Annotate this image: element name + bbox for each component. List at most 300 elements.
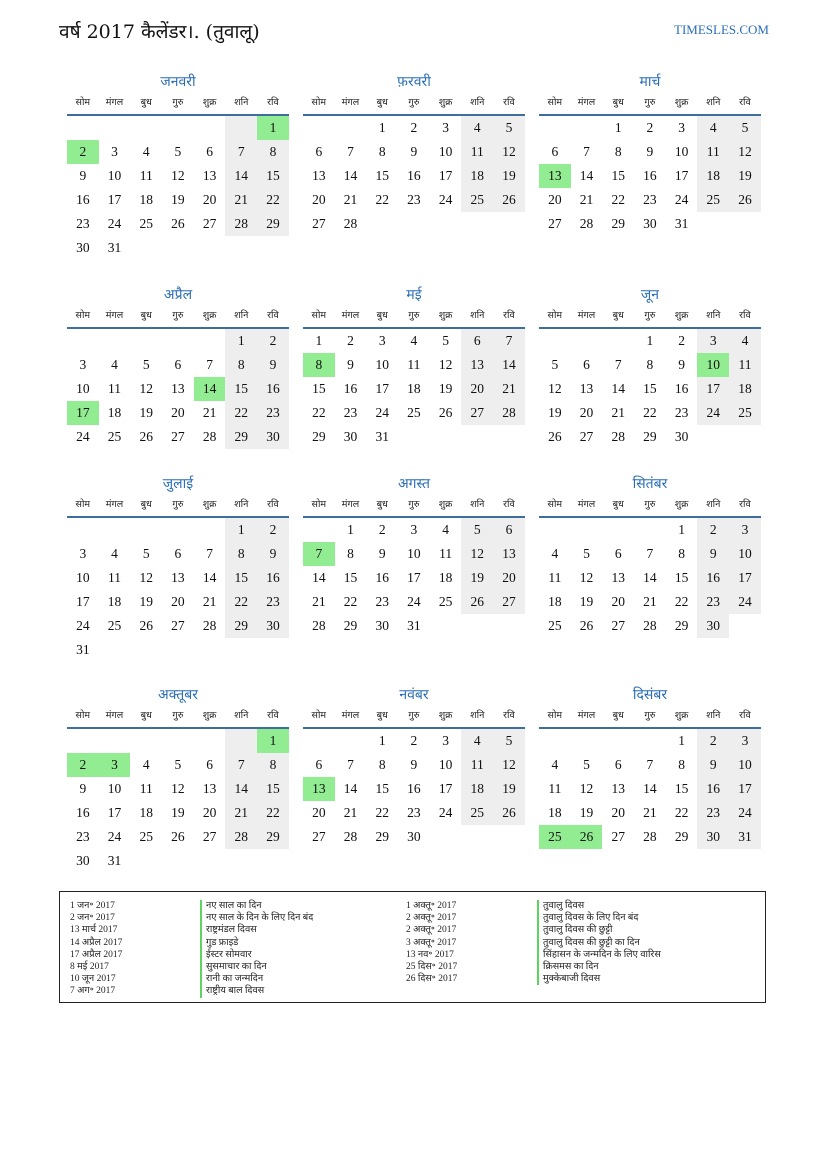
weekday-label: बुध: [612, 310, 624, 321]
day-cell: 14: [611, 381, 625, 396]
weekday-header: [303, 494, 525, 518]
day-cell: 1: [225, 329, 257, 353]
day-cell: 11: [548, 781, 562, 796]
day-cell: 15: [674, 570, 689, 585]
day-cell: 4: [442, 522, 449, 537]
month-name: अप्रैल: [163, 287, 193, 303]
weekday-label: गुरु: [408, 310, 420, 321]
day-cell: 19: [579, 594, 594, 609]
days-grid: [539, 116, 761, 236]
day-cell: 22: [257, 188, 289, 212]
empty-day-cell: [99, 116, 131, 140]
weekday-label: मंगल: [577, 97, 596, 108]
day-cell: 19: [461, 566, 493, 590]
weekday-label: रवि: [267, 310, 279, 321]
holiday-name: क्रिसमस का दिन: [537, 961, 661, 973]
day-cell: 3: [697, 329, 729, 353]
weekday-label: रवि: [739, 310, 751, 321]
day-cell: 22: [674, 805, 689, 820]
empty-day-cell: [67, 329, 99, 353]
empty-day-cell: [130, 236, 162, 260]
day-cell: 4: [551, 546, 559, 561]
weekday-header: [67, 92, 289, 116]
empty-day-cell: [493, 825, 525, 849]
empty-day-cell: [697, 212, 729, 236]
day-cell: 16: [257, 377, 289, 401]
empty-day-cell: [162, 329, 194, 353]
month-name: जनवरी: [160, 74, 196, 90]
day-cell: 6: [551, 144, 559, 159]
weekday-label: शुक्र: [202, 310, 217, 321]
weekday-header: [67, 305, 289, 329]
day-cell: 30: [257, 614, 289, 638]
weekday-label: मंगल: [341, 710, 360, 721]
day-cell: 7: [646, 546, 654, 561]
day-cell: 2: [67, 140, 99, 164]
month-block: [539, 474, 761, 638]
day-cell: 3: [442, 733, 449, 748]
weekday-label: शनि: [706, 710, 721, 721]
day-cell: 12: [171, 168, 185, 183]
day-cell: 10: [76, 570, 90, 585]
day-cell: 18: [548, 805, 562, 820]
month-name: अक्तूबर: [158, 687, 198, 703]
day-cell: 11: [697, 140, 729, 164]
day-cell: 29: [257, 825, 289, 849]
empty-day-cell: [571, 116, 603, 140]
page-title: वर्ष 2017 कैलेंडर।. (तुवालू): [59, 21, 260, 43]
day-cell: 5: [142, 357, 150, 372]
empty-day-cell: [303, 729, 335, 753]
empty-day-cell: [729, 425, 761, 449]
day-cell: 24: [76, 618, 90, 633]
day-cell: 22: [611, 192, 625, 207]
day-cell: 18: [107, 405, 122, 420]
weekday-label: शुक्र: [202, 499, 217, 510]
weekday-label: सोम: [547, 499, 563, 510]
day-cell: 20: [171, 594, 185, 609]
day-cell: 5: [174, 757, 182, 772]
weekday-label: बुध: [376, 710, 388, 721]
holiday-name: मुक्केबाजी दिवस: [537, 973, 661, 985]
empty-day-cell: [130, 116, 162, 140]
day-cell: 3: [729, 518, 761, 542]
day-cell: 3: [378, 333, 386, 348]
day-cell: 27: [493, 590, 525, 614]
day-cell: 12: [579, 570, 594, 585]
holiday-date: 10 जून 2017: [70, 974, 116, 985]
day-cell: 26: [171, 829, 185, 844]
day-cell: 24: [375, 405, 389, 420]
day-cell: 4: [410, 333, 418, 348]
empty-day-cell: [194, 638, 226, 662]
weekday-header: [539, 92, 761, 116]
empty-day-cell: [130, 329, 162, 353]
day-cell: 23: [76, 216, 90, 231]
day-cell: 9: [697, 542, 729, 566]
day-cell: 9: [646, 144, 654, 159]
day-cell: 22: [312, 405, 326, 420]
site-link[interactable]: TIMESLES.COM: [674, 22, 769, 37]
holiday-name: नए साल का दिन: [200, 900, 313, 912]
weekday-label: सोम: [311, 310, 327, 321]
weekday-label: रवि: [267, 499, 279, 510]
empty-day-cell: [67, 116, 99, 140]
weekday-label: सोम: [311, 710, 327, 721]
empty-day-cell: [162, 729, 194, 753]
holiday-date: 25 दिस॰ 2017: [406, 962, 458, 973]
day-cell: 31: [107, 853, 122, 868]
day-cell: 12: [493, 753, 525, 777]
day-cell: 23: [375, 594, 389, 609]
holiday-name: तुवालु दिवस: [537, 900, 661, 912]
day-cell: 20: [171, 405, 185, 420]
day-cell: 12: [438, 357, 453, 372]
month-block: [303, 72, 525, 236]
day-cell: 24: [438, 805, 453, 820]
day-cell: 7: [206, 357, 213, 372]
day-cell: 24: [76, 429, 90, 444]
day-cell: 28: [225, 212, 257, 236]
month-block: [303, 285, 525, 449]
empty-day-cell: [194, 116, 226, 140]
day-cell: 7: [493, 329, 525, 353]
day-cell: 24: [729, 801, 761, 825]
weekday-label: शनि: [470, 97, 485, 108]
month-block: [539, 685, 761, 849]
day-cell: 8: [678, 546, 685, 561]
day-cell: 26: [579, 618, 594, 633]
day-cell: 11: [729, 353, 761, 377]
day-cell: 26: [729, 188, 761, 212]
day-cell: 19: [493, 777, 525, 801]
day-cell: 21: [225, 188, 257, 212]
holiday-names-left: [200, 900, 313, 998]
empty-day-cell: [366, 212, 398, 236]
weekday-label: रवि: [503, 97, 515, 108]
day-cell: 15: [375, 781, 389, 796]
day-cell: 21: [643, 805, 657, 820]
day-cell: 2: [697, 729, 729, 753]
holiday-dates-left: [70, 900, 122, 998]
empty-day-cell: [303, 116, 335, 140]
day-cell: 29: [225, 425, 257, 449]
day-cell: 9: [678, 357, 685, 372]
month-block: [303, 474, 525, 638]
day-cell: 17: [729, 566, 761, 590]
day-cell: 12: [729, 140, 761, 164]
holiday-names-right: [537, 900, 661, 985]
day-cell: 4: [729, 329, 761, 353]
weekday-label: रवि: [267, 97, 279, 108]
empty-day-cell: [67, 518, 99, 542]
day-cell: 26: [571, 825, 603, 849]
weekday-label: रवि: [739, 499, 751, 510]
empty-day-cell: [194, 518, 226, 542]
day-cell: 9: [79, 781, 87, 796]
empty-day-cell: [398, 212, 430, 236]
day-cell: 2: [347, 333, 354, 348]
day-cell: 26: [171, 216, 185, 231]
day-cell: 30: [76, 240, 90, 255]
day-cell: 15: [674, 781, 689, 796]
holiday-name: तुवालु दिवस के लिए दिन बंद: [537, 912, 661, 924]
day-cell: 6: [614, 546, 622, 561]
day-cell: 30: [343, 429, 358, 444]
day-cell: 16: [697, 777, 729, 801]
days-grid: [67, 729, 289, 873]
holiday-name: गुड फ्राइडे: [200, 937, 313, 949]
day-cell: 30: [643, 216, 657, 231]
holiday-name: रानी का जन्मदिन: [200, 973, 313, 985]
holiday-date: 2 जन॰ 2017: [70, 913, 115, 924]
day-cell: 13: [202, 168, 217, 183]
holiday-date: 7 अग॰ 2017: [70, 986, 116, 997]
holiday-name: राष्ट्रमंडल दिवस: [200, 924, 313, 936]
day-cell: 16: [76, 805, 90, 820]
holiday-date: 2 अक्तू॰ 2017: [406, 925, 457, 936]
empty-day-cell: [162, 849, 194, 873]
empty-day-cell: [99, 329, 131, 353]
day-cell: 7: [614, 357, 622, 372]
holiday-list: [59, 891, 766, 1003]
day-cell: 10: [407, 546, 421, 561]
day-cell: 6: [461, 329, 493, 353]
empty-day-cell: [461, 614, 493, 638]
day-cell: 18: [438, 570, 453, 585]
day-cell: 8: [303, 353, 335, 377]
day-cell: 5: [551, 357, 559, 372]
holiday-name: ईस्टर सोमवार: [200, 949, 313, 961]
weekday-label: शनि: [234, 499, 249, 510]
day-cell: 11: [139, 168, 153, 183]
day-cell: 9: [410, 757, 418, 772]
weekday-label: बुध: [140, 710, 152, 721]
day-cell: 27: [171, 618, 185, 633]
day-cell: 2: [410, 733, 418, 748]
day-cell: 30: [697, 614, 729, 638]
empty-day-cell: [335, 729, 367, 753]
holiday-name: राष्ट्रीय बाल दिवस: [200, 985, 313, 997]
day-cell: 27: [202, 216, 217, 231]
day-cell: 14: [343, 781, 358, 796]
month-block: [67, 685, 289, 873]
empty-day-cell: [571, 729, 603, 753]
day-cell: 19: [171, 192, 185, 207]
day-cell: 23: [407, 805, 421, 820]
day-cell: 31: [375, 429, 389, 444]
day-cell: 16: [407, 781, 421, 796]
day-cell: 2: [257, 329, 289, 353]
day-cell: 28: [493, 401, 525, 425]
day-cell: 27: [312, 829, 326, 844]
days-grid: [67, 329, 289, 449]
weekday-label: बुध: [140, 499, 152, 510]
holiday-name: सुसमाचार का दिन: [200, 961, 313, 973]
day-cell: 14: [225, 777, 257, 801]
day-cell: 31: [729, 825, 761, 849]
empty-day-cell: [602, 518, 634, 542]
weekday-label: सोम: [75, 710, 91, 721]
day-cell: 1: [646, 333, 654, 348]
day-cell: 28: [643, 829, 657, 844]
day-cell: 26: [493, 188, 525, 212]
day-cell: 25: [107, 618, 122, 633]
weekday-label: शनि: [234, 710, 249, 721]
day-cell: 7: [646, 757, 654, 772]
day-cell: 11: [439, 546, 453, 561]
weekday-header: [303, 92, 525, 116]
empty-day-cell: [257, 236, 289, 260]
day-cell: 6: [315, 144, 323, 159]
day-cell: 9: [347, 357, 354, 372]
empty-day-cell: [430, 212, 462, 236]
weekday-label: बुध: [376, 499, 388, 510]
empty-day-cell: [225, 236, 257, 260]
weekday-label: सोम: [311, 97, 327, 108]
holiday-name: नए साल के दिन के लिए दिन बंद: [200, 912, 313, 924]
day-cell: 10: [76, 381, 90, 396]
day-cell: 10: [438, 757, 453, 772]
empty-day-cell: [493, 425, 525, 449]
day-cell: 4: [461, 729, 493, 753]
day-cell: 18: [139, 192, 153, 207]
day-cell: 12: [139, 570, 153, 585]
weekday-label: सोम: [547, 710, 563, 721]
day-cell: 3: [410, 522, 418, 537]
day-cell: 30: [674, 429, 689, 444]
weekday-label: सोम: [547, 310, 563, 321]
day-cell: 5: [493, 729, 525, 753]
weekday-label: शुक्र: [674, 499, 689, 510]
empty-day-cell: [430, 825, 462, 849]
empty-day-cell: [194, 329, 226, 353]
day-cell: 26: [139, 429, 153, 444]
day-cell: 20: [493, 566, 525, 590]
empty-day-cell: [162, 116, 194, 140]
month-block: [67, 285, 289, 449]
day-cell: 16: [674, 381, 689, 396]
empty-day-cell: [461, 425, 493, 449]
day-cell: 18: [139, 805, 153, 820]
day-cell: 21: [611, 405, 625, 420]
weekday-header: [539, 305, 761, 329]
day-cell: 23: [674, 405, 689, 420]
day-cell: 5: [142, 546, 150, 561]
day-cell: 4: [551, 757, 559, 772]
day-cell: 20: [202, 805, 217, 820]
day-cell: 8: [225, 542, 257, 566]
day-cell: 5: [583, 757, 590, 772]
day-cell: 11: [139, 781, 153, 796]
month-name: अगस्त: [397, 476, 430, 492]
day-cell: 2: [410, 120, 418, 135]
days-grid: [303, 729, 525, 849]
day-cell: 8: [225, 353, 257, 377]
day-cell: 26: [548, 429, 562, 444]
holiday-dates-right: [406, 900, 457, 985]
day-cell: 29: [225, 614, 257, 638]
empty-day-cell: [194, 236, 226, 260]
empty-day-cell: [67, 729, 99, 753]
day-cell: 10: [729, 542, 761, 566]
day-cell: 1: [678, 522, 685, 537]
day-cell: 17: [107, 805, 122, 820]
day-cell: 14: [643, 781, 657, 796]
day-cell: 2: [678, 333, 685, 348]
days-grid: [67, 518, 289, 662]
day-cell: 22: [674, 594, 689, 609]
day-cell: 31: [674, 216, 689, 231]
day-cell: 23: [257, 590, 289, 614]
empty-day-cell: [257, 849, 289, 873]
day-cell: 2: [257, 518, 289, 542]
holiday-date: 1 अक्तू॰ 2017: [406, 901, 457, 911]
day-cell: 19: [438, 381, 453, 396]
day-cell: 8: [614, 144, 622, 159]
weekday-label: गुरु: [644, 499, 656, 510]
day-cell: 21: [343, 192, 358, 207]
day-cell: 16: [375, 570, 389, 585]
day-cell: 25: [139, 216, 153, 231]
day-cell: 21: [202, 405, 217, 420]
day-cell: 23: [697, 801, 729, 825]
day-cell: 10: [438, 144, 453, 159]
day-cell: 11: [407, 357, 421, 372]
empty-day-cell: [461, 212, 493, 236]
weekday-label: मंगल: [577, 310, 596, 321]
weekday-label: बुध: [612, 97, 624, 108]
day-cell: 6: [174, 357, 182, 372]
day-cell: 10: [107, 168, 122, 183]
day-cell: 27: [461, 401, 493, 425]
weekday-header: [539, 494, 761, 518]
day-cell: 10: [729, 753, 761, 777]
empty-day-cell: [697, 425, 729, 449]
day-cell: 23: [407, 192, 421, 207]
empty-day-cell: [461, 825, 493, 849]
weekday-header: [67, 705, 289, 729]
day-cell: 10: [375, 357, 389, 372]
day-cell: 6: [583, 357, 590, 372]
day-cell: 17: [107, 192, 122, 207]
month-block: [539, 285, 761, 449]
day-cell: 27: [579, 429, 594, 444]
day-cell: 11: [108, 381, 122, 396]
day-cell: 1: [378, 120, 386, 135]
day-cell: 4: [111, 357, 118, 372]
day-cell: 1: [315, 333, 323, 348]
day-cell: 18: [407, 381, 421, 396]
empty-day-cell: [225, 116, 257, 140]
day-cell: 8: [347, 546, 354, 561]
month-name: सितंबर: [632, 476, 668, 492]
weekday-header: [67, 494, 289, 518]
weekday-header: [303, 305, 525, 329]
empty-day-cell: [162, 638, 194, 662]
day-cell: 8: [257, 140, 289, 164]
day-cell: 30: [375, 618, 389, 633]
day-cell: 27: [611, 829, 625, 844]
weekday-label: शनि: [706, 310, 721, 321]
weekday-label: गुरु: [644, 97, 656, 108]
day-cell: 15: [343, 570, 358, 585]
day-cell: 18: [107, 594, 122, 609]
month-name: दिसंबर: [632, 687, 668, 703]
empty-day-cell: [303, 518, 335, 542]
day-cell: 27: [312, 216, 326, 231]
day-cell: 12: [139, 381, 153, 396]
